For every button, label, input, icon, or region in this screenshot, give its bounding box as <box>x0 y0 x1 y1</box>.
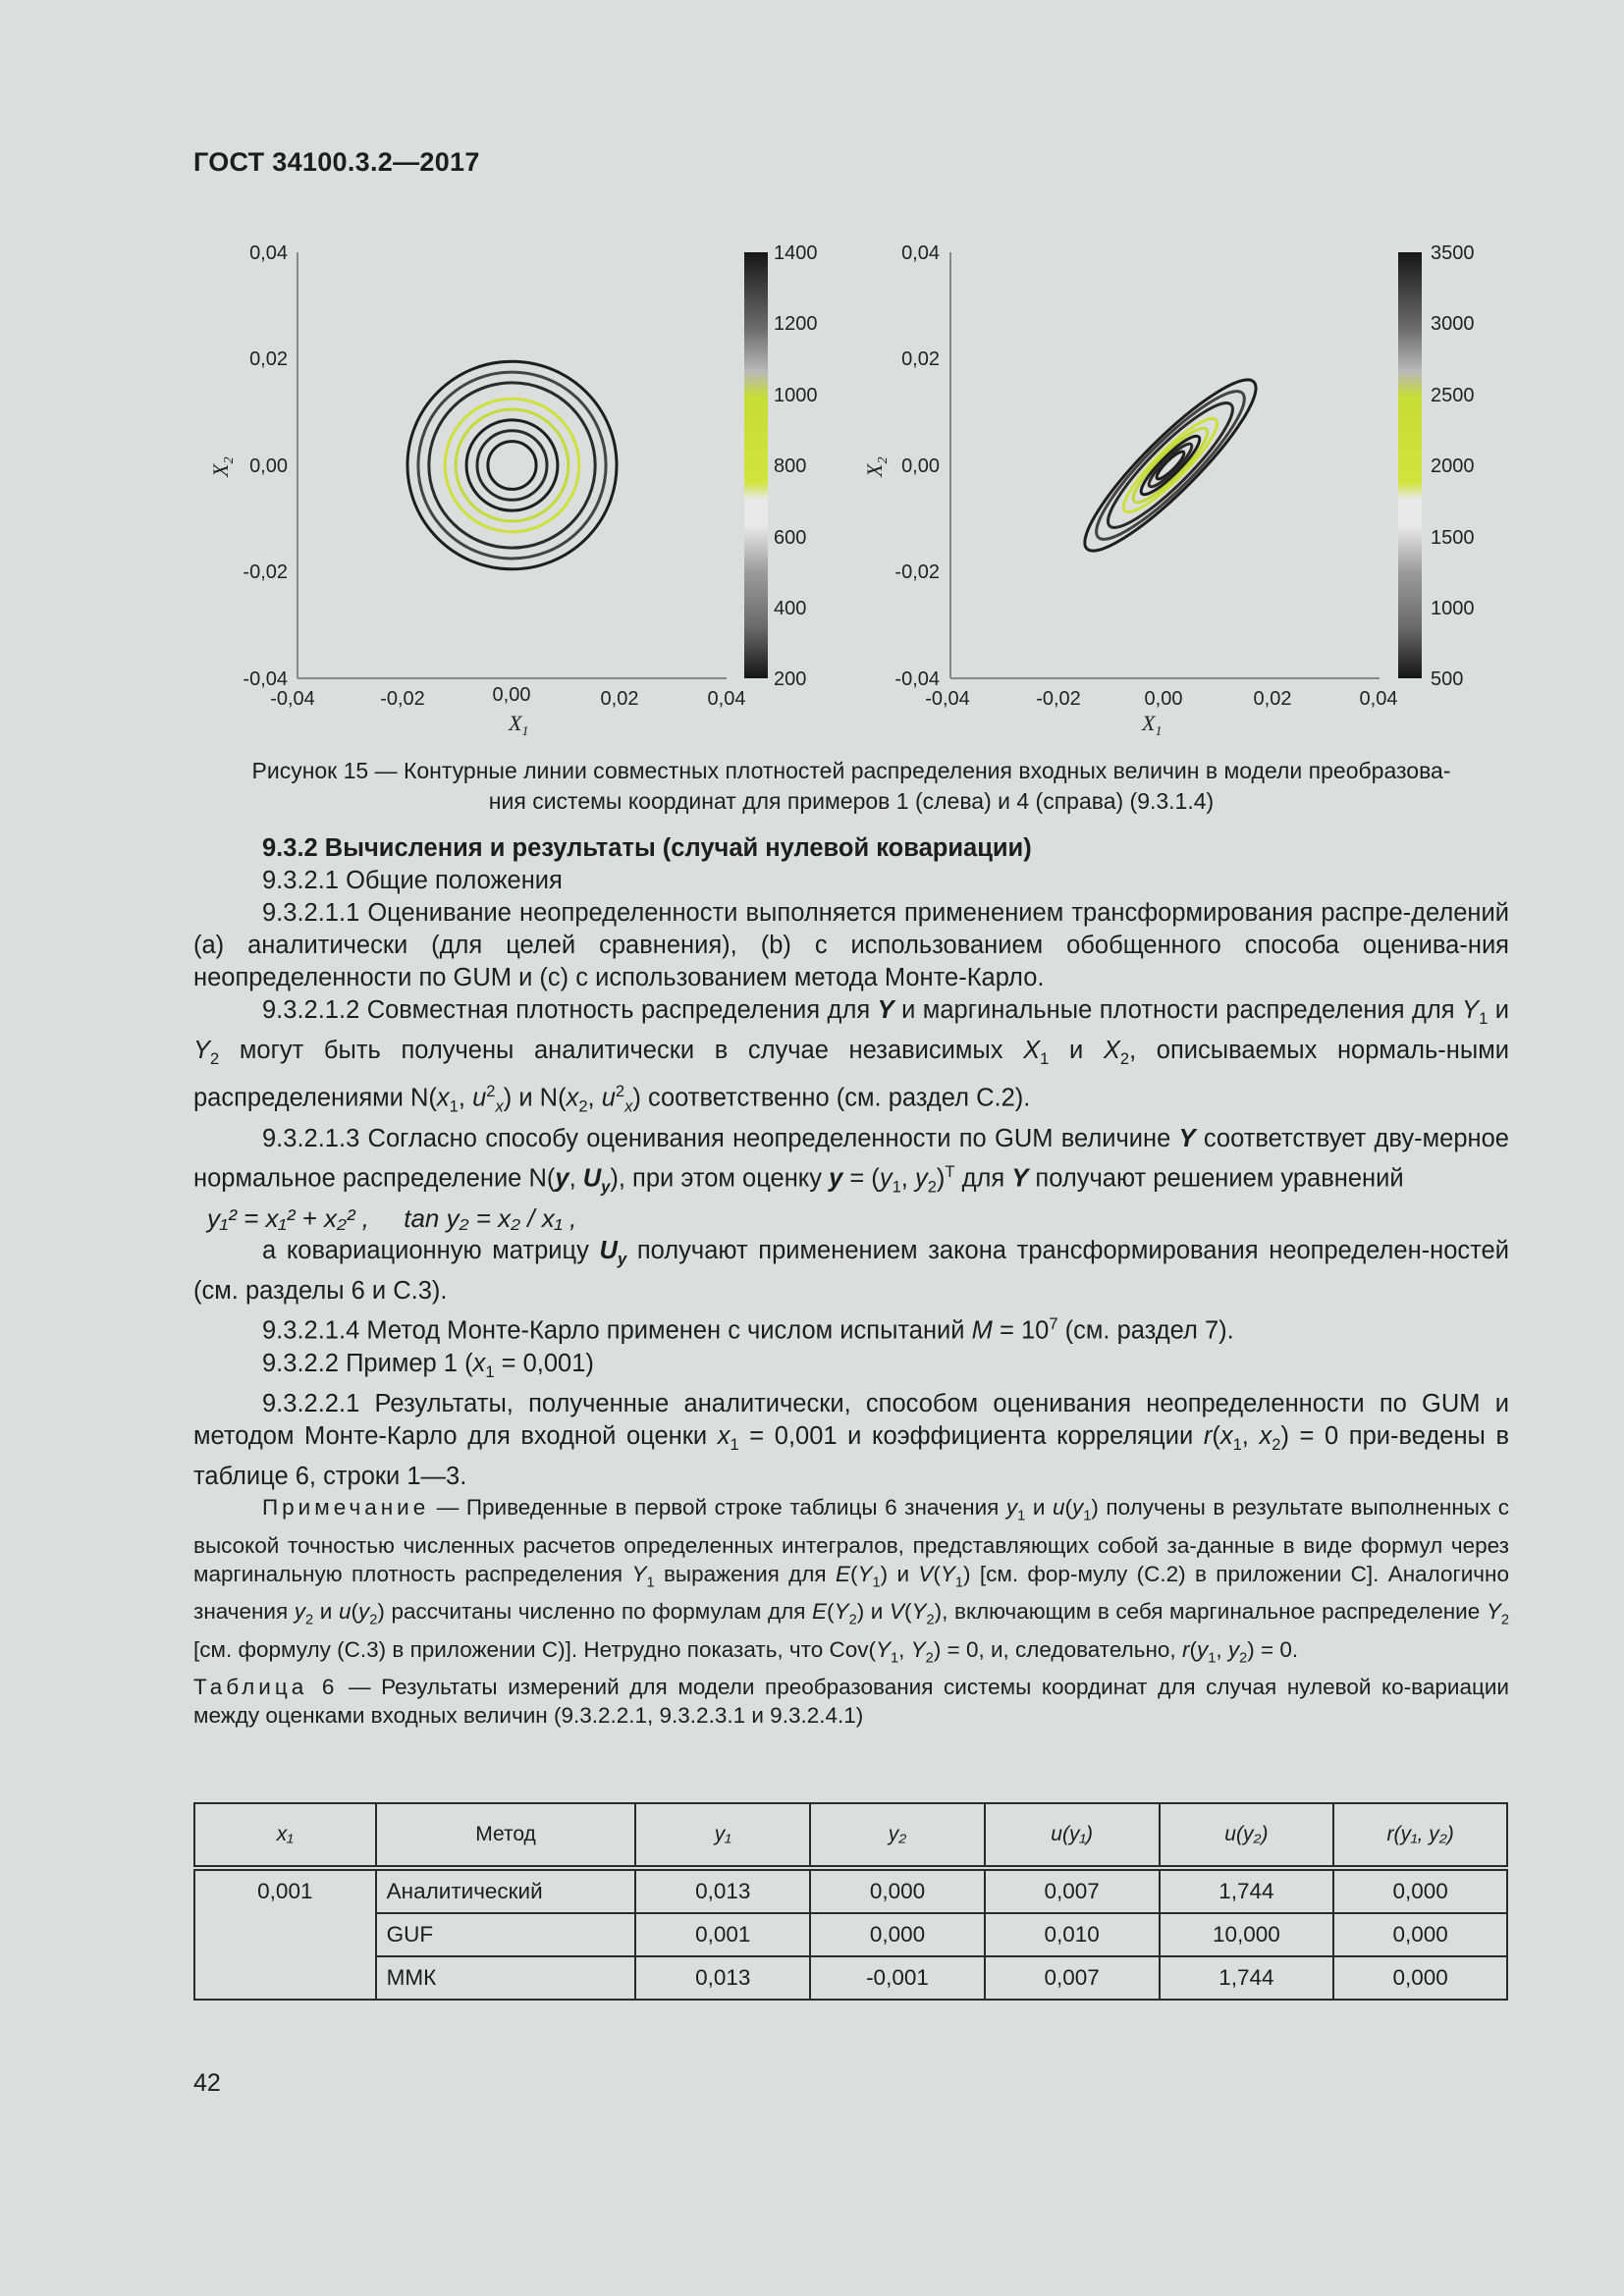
y-axis-label-left: $X_2$ <box>208 456 237 477</box>
caption-line: ния системы координат для примеров 1 (слева) и 4 (справа) (9.3.1.4) <box>488 788 1215 814</box>
table-cell: ММК <box>376 1956 636 2000</box>
text-span: рассчитаны численно по формулам для <box>391 1599 806 1625</box>
text-span: , описываемых нормаль-ными распределениями <box>193 1037 1509 1112</box>
table-cell: 0,007 <box>985 1868 1160 1913</box>
colorbar-label: 600 <box>774 527 807 549</box>
x-tick-label: 0,04 <box>1359 688 1398 710</box>
header-cell: Метод <box>376 1803 636 1868</box>
header-cell: y₁ <box>635 1803 810 1868</box>
y-tick-label: 0,00 <box>901 455 940 477</box>
x-axis-label-left: $X_1$ <box>509 711 529 739</box>
colorbar-label: 2000 <box>1431 455 1475 477</box>
text-span: 9.3.2.1.4 Метод Монте-Карло применен с числом испытаний <box>262 1316 965 1345</box>
text-span: [см. фор-мулу (С.2) в приложении С]. Аналогично значения <box>193 1561 1509 1625</box>
colorbar-left <box>744 252 768 678</box>
table-caption <box>193 1673 1509 1730</box>
text-span: при этом оценку <box>632 1164 822 1193</box>
table-cell: 0,001 <box>635 1913 810 1956</box>
text-span: и коэффициента корреляции <box>847 1422 1194 1451</box>
contour-line <box>1082 377 1260 555</box>
y-tick-label: 0,02 <box>249 348 288 370</box>
header-cell: u(y₁) <box>985 1803 1160 1868</box>
x-tick-label: -0,04 <box>270 688 315 710</box>
text-span: 9.3.2.1.3 Согласно способу оценивания неопределенности по GUM величине <box>262 1124 1171 1152</box>
header-cell: r(y₁, y₂) <box>1333 1803 1507 1868</box>
table-cell: -0,001 <box>810 1956 985 2000</box>
contour-line <box>456 409 568 521</box>
caption-line: Рисунок 15 — Контурные линии совместных плотностей распределения входных величин в модели преобразова- <box>251 758 1451 783</box>
note-label: Примечание <box>262 1495 430 1521</box>
table-cell: 0,000 <box>1333 1913 1507 1956</box>
text-span: 9.3.2.1.2 Совместная плотность распределения для <box>262 996 871 1024</box>
table-cell: 0,000 <box>1333 1868 1507 1913</box>
table-cell: 0,001 <box>194 1868 376 2000</box>
text-span: выражения для <box>663 1561 827 1586</box>
contour-group-left <box>407 361 617 569</box>
table-row <box>194 1868 1507 1913</box>
colorbar-label: 800 <box>774 455 807 477</box>
colorbar-label: 1500 <box>1431 527 1475 549</box>
text-span: и, следовательно, <box>990 1636 1176 1662</box>
section-heading: 9.3.2 Вычисления и результаты (случай нулевой ковариации) <box>262 834 1032 862</box>
chart-left <box>208 242 818 739</box>
y-tick-label: -0,02 <box>894 561 940 583</box>
symbol-M: M <box>971 1316 993 1345</box>
table-cell: 10,000 <box>1160 1913 1334 1956</box>
table-cell: GUF <box>376 1913 636 1956</box>
paragraph-93221: 9.3.2.2.1 Результаты, полученные аналитически, способом оценивания неопределенности по GUM и методом Монте-Карло для входной оценки $x_1 = 0,001$ и коэффициента корреляции $r(x_1$, $x_2) = 0$ при-ведены в таблице 6, строки 1—3. <box>193 1390 1509 1491</box>
table-cell: 0,013 <box>635 1868 810 1913</box>
contour-group-right <box>1068 363 1272 567</box>
table-cell: Аналитический <box>376 1868 636 1913</box>
y-tick-label: -0,04 <box>894 668 940 690</box>
x-tick-label: -0,02 <box>1036 688 1081 710</box>
header-cell: y₂ <box>810 1803 985 1868</box>
paragraph-93213: 9.3.2.1.3 Согласно способу оценивания неопределенности по GUM величине Y соответствует дву-мерное нормальное распределение N(y, $U_y$), при этом оценку $y = (y_1$, $y_2)^T$ для Y получают решением уравнений <box>193 1124 1509 1197</box>
x-tick-label: 0,02 <box>1253 688 1292 710</box>
colorbar-label: 1000 <box>774 385 818 406</box>
symbol-Y: Y <box>877 996 894 1024</box>
text-span: получают применением закона трансформирования неопределен-ностей (см. разделы 6 и С.3). <box>193 1237 1509 1306</box>
colorbar-label: 1400 <box>774 242 818 264</box>
colorbar-label: 400 <box>774 598 807 619</box>
y-tick-label: 0,02 <box>901 348 940 370</box>
colorbar-label: 200 <box>774 668 807 690</box>
text-span: получены в результате выполненных с высокой точностью численных расчетов определенных интегралов, представляющих собой за-данные в виде формул через маргинальную плотность распределения <box>193 1495 1509 1586</box>
figure-caption <box>193 756 1509 817</box>
results-table <box>193 1802 1508 2001</box>
text-span: — Приведенные в первой строке таблицы 6 значения <box>436 1495 1000 1521</box>
contour-line <box>488 442 536 490</box>
formula-part: y₁² = x₁² + x₂² , <box>207 1203 370 1234</box>
colorbar-label: 1000 <box>1431 598 1475 619</box>
chart-right <box>862 242 1475 739</box>
colorbar-right <box>1398 252 1422 678</box>
y-tick-label: -0,04 <box>243 668 288 690</box>
colorbar-labels-right <box>1431 242 1475 690</box>
table-cell: 0,007 <box>985 1956 1160 2000</box>
text-span: для <box>961 1164 1005 1193</box>
colorbar-label: 3500 <box>1431 242 1475 264</box>
paragraph-93211: 9.3.2.1.1 Оценивание неопределенности выполняется применением трансформирования распре-делений (a) аналитически (для целей сравнения), (b) с использованием обобщенного способа оценива-ния неопределенности по GUM и (c) с использованием метода Монте-Карло. <box>193 899 1509 991</box>
text-span: соответственно (см. раздел С.2). <box>647 1084 1031 1112</box>
x-tick-label: 0,04 <box>707 688 746 710</box>
y-axis-label-right: $X_2$ <box>862 456 891 477</box>
y-tick-labels-left <box>243 242 288 690</box>
text-span: — Результаты измерений для модели преобразования системы координат для случая нулевой ко-вариации между оценками входных величин (9.3.2.2.1, 9.3.2.3.1 и 9.3.2.4.1) <box>193 1675 1509 1729</box>
table-row <box>194 1913 1507 1956</box>
table-caption-label: Таблица 6 <box>193 1675 339 1700</box>
text-span: могут быть получены аналитически в случае независимых <box>239 1037 1003 1065</box>
table-cell: 0,013 <box>635 1956 810 2000</box>
note: Примечание — Приведенные в первой строке таблицы 6 значения $y_1$ и $u(y_1)$ получены в результате выполненных с высокой точностью численных расчетов определенных интегралов, представляющих собой за-данные в виде формул через маргинальную плотность распределения $Y_1$ выражения для $E(Y_1)$ и $V(Y_1)$ [см. фор-мулу (С.2) в приложении С]. Аналогично значения $y_2$ и $u(y_2)$ рассчитаны численно по формулам для $E(Y_2)$ и $V(Y_2)$, включающим в себя маргинальное распределение $Y_2$ [см. формулу (С.3) в приложении С)]. Нетрудно показать, что $Cov(Y_1$, $Y_2) = 0$, и, следовательно, $r(y_1$, $y_2) = 0$. <box>193 1495 1509 1667</box>
colorbar-label: 1200 <box>774 313 818 335</box>
y-tick-label: 0,00 <box>249 455 288 477</box>
text-span: при-ведены в таблице 6, строки 1—3. <box>193 1422 1509 1491</box>
colorbar-label: 3000 <box>1431 313 1475 335</box>
colorbar-labels-left <box>774 242 818 690</box>
header-cell: x₁ <box>194 1803 376 1868</box>
page-number: 42 <box>193 2069 221 2097</box>
body-text <box>193 832 1509 1730</box>
text-span: (см. раздел 7). <box>1064 1316 1234 1345</box>
contour-line <box>1096 391 1245 540</box>
x-tick-labels-right <box>925 688 1397 710</box>
table-cell: 0,000 <box>810 1868 985 1913</box>
text-span: 9.3.2.2.1 Результаты, полученные аналитически, способом оценивания неопределенности по GUM и методом Монте-Карло для входной оценки <box>193 1390 1509 1451</box>
contour-line <box>1114 409 1226 521</box>
text-span: включающим в себя маргинальное распределение <box>954 1599 1481 1625</box>
table-header-row <box>194 1803 1507 1868</box>
x-tick-label: 0,00 <box>492 684 531 706</box>
text-span: получают решением уравнений <box>1035 1164 1404 1193</box>
formula-part: tan y₂ = x₂ / x₁ , <box>404 1203 577 1234</box>
subsection-heading: 9.3.2.2 Пример 1 $(x_1 = 0,001)$ <box>262 1349 594 1382</box>
document-header: ГОСТ 34100.3.2—2017 <box>193 147 480 177</box>
formula <box>193 1202 1509 1235</box>
contour-line <box>407 361 617 569</box>
y-tick-labels-right <box>894 242 940 690</box>
colorbar-label: 2500 <box>1431 385 1475 406</box>
subsection-heading: 9.3.2.1 Общие положения <box>262 867 563 894</box>
text-span: и маргинальные плотности распределения для <box>901 996 1455 1024</box>
table-row <box>194 1956 1507 2000</box>
contour-line <box>1135 430 1206 501</box>
table-cell: 1,744 <box>1160 1956 1334 2000</box>
x-axis-label-right: $X_1$ <box>1142 711 1163 739</box>
x-tick-label: -0,02 <box>380 688 425 710</box>
contour-line <box>429 383 595 548</box>
text-span: [см. формулу (С.3) в приложении С)]. Нетрудно показать, что <box>193 1636 824 1662</box>
x-tick-labels-left <box>270 684 745 710</box>
y-tick-label: 0,04 <box>249 242 288 264</box>
x-tick-label: -0,04 <box>925 688 970 710</box>
paragraph-covariance: а ковариационную матрицу $U_y$ получают применением закона трансформирования неопределен-ностей (см. разделы 6 и С.3). <box>193 1237 1509 1306</box>
x-tick-label: 0,00 <box>1144 688 1183 710</box>
y-tick-label: 0,04 <box>901 242 940 264</box>
text-span: а ковариационную матрицу <box>262 1237 589 1265</box>
paragraph-93214: 9.3.2.1.4 Метод Монте-Карло применен с числом испытаний $M = 10^7$ (см. раздел 7). <box>262 1314 1234 1345</box>
table-cell: 0,010 <box>985 1913 1160 1956</box>
text-span: соответствует дву-мерное нормальное распределение <box>193 1124 1509 1193</box>
table-cell: 0,000 <box>810 1913 985 1956</box>
paragraph-93212: 9.3.2.1.2 Совместная плотность распределения для Y и маргинальные плотности распределения для $Y_1$ и $Y_2$ могут быть получены аналитически в случае независимых $X_1$ и $X_2$, описываемых нормаль-ными распределениями $N(x_1$, $u^2_x$) и $N(x_2$, $u^2_x$) соответственно (см. раздел С.2). <box>193 996 1509 1116</box>
table-cell: 1,744 <box>1160 1868 1334 1913</box>
contour-line <box>466 420 558 510</box>
table-cell: 0,000 <box>1333 1956 1507 2000</box>
header-cell: u(y₂) <box>1160 1803 1334 1868</box>
text-span: 9.3.2.2 Пример 1 <box>262 1349 458 1377</box>
y-tick-label: -0,02 <box>243 561 288 583</box>
x-tick-label: 0,02 <box>600 688 639 710</box>
colorbar-label: 500 <box>1431 668 1464 690</box>
